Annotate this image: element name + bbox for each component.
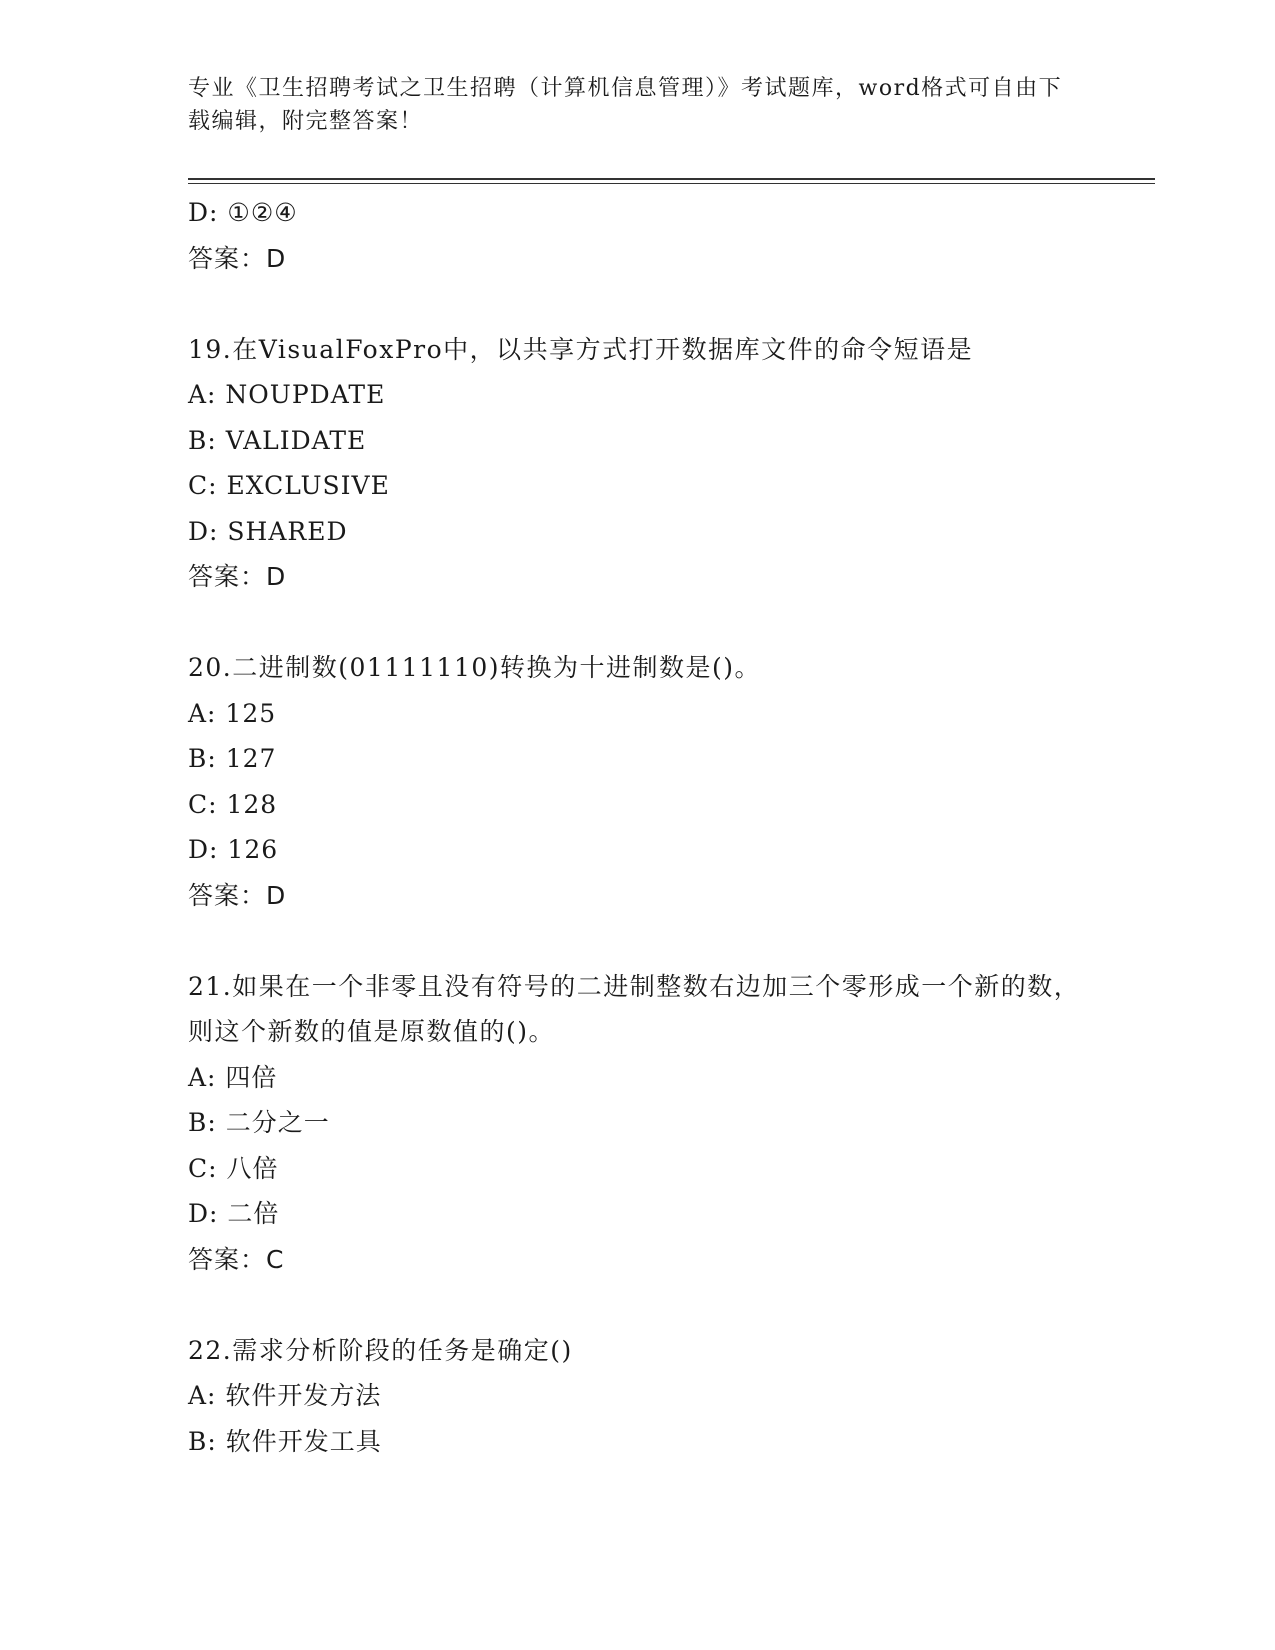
answer-line: 答案：D: [188, 243, 287, 273]
spacer: [188, 281, 1088, 327]
option-c: C: 八倍: [188, 1153, 279, 1183]
option-c: C: 128: [188, 789, 278, 819]
answer-line: 答案：D: [188, 562, 287, 591]
option-d: D: 126: [188, 835, 279, 864]
option-a: A: NOUPDATE: [188, 380, 386, 409]
answer-line: 答案：C: [188, 1244, 285, 1274]
option-a: A: 四倍: [188, 1062, 278, 1092]
header-rule-thick: [188, 178, 1155, 180]
spacer: [188, 918, 1088, 964]
document-header: 专业《卫生招聘考试之卫生招聘（计算机信息管理）》考试题库，word格式可自由下载编辑，附完整答案！: [188, 76, 1063, 134]
spacer: [188, 1282, 1088, 1328]
option-b: B: 127: [188, 744, 277, 773]
option-b: B: 二分之一: [188, 1108, 330, 1137]
spacer: [188, 600, 1088, 646]
question-20-text: 20.二进制数(01111110)转换为十进制数是()。: [188, 653, 762, 682]
question-19-text: 19.在VisualFoxPro中，以共享方式打开数据库文件的命令短语是: [188, 334, 974, 364]
header-rule-thin: [188, 183, 1155, 184]
option-a: A: 软件开发方法: [188, 1381, 382, 1410]
option-d: D: ①②④: [188, 198, 298, 227]
option-a: A: 125: [188, 698, 277, 728]
option-d: D: SHARED: [188, 516, 348, 546]
option-c: C: EXCLUSIVE: [188, 471, 390, 500]
option-b: B: 软件开发工具: [188, 1426, 382, 1456]
question-list: [188, 190, 1088, 1464]
answer-line: 答案：D: [188, 880, 287, 910]
option-d: D: 二倍: [188, 1199, 280, 1228]
question-22-text: 22.需求分析阶段的任务是确定(): [188, 1335, 573, 1365]
question-21-text: 21.如果在一个非零且没有符号的二进制整数右边加三个零形成一个新的数，则这个新数的值是原数值的()。: [188, 971, 1081, 1046]
option-b: B: VALIDATE: [188, 425, 367, 455]
